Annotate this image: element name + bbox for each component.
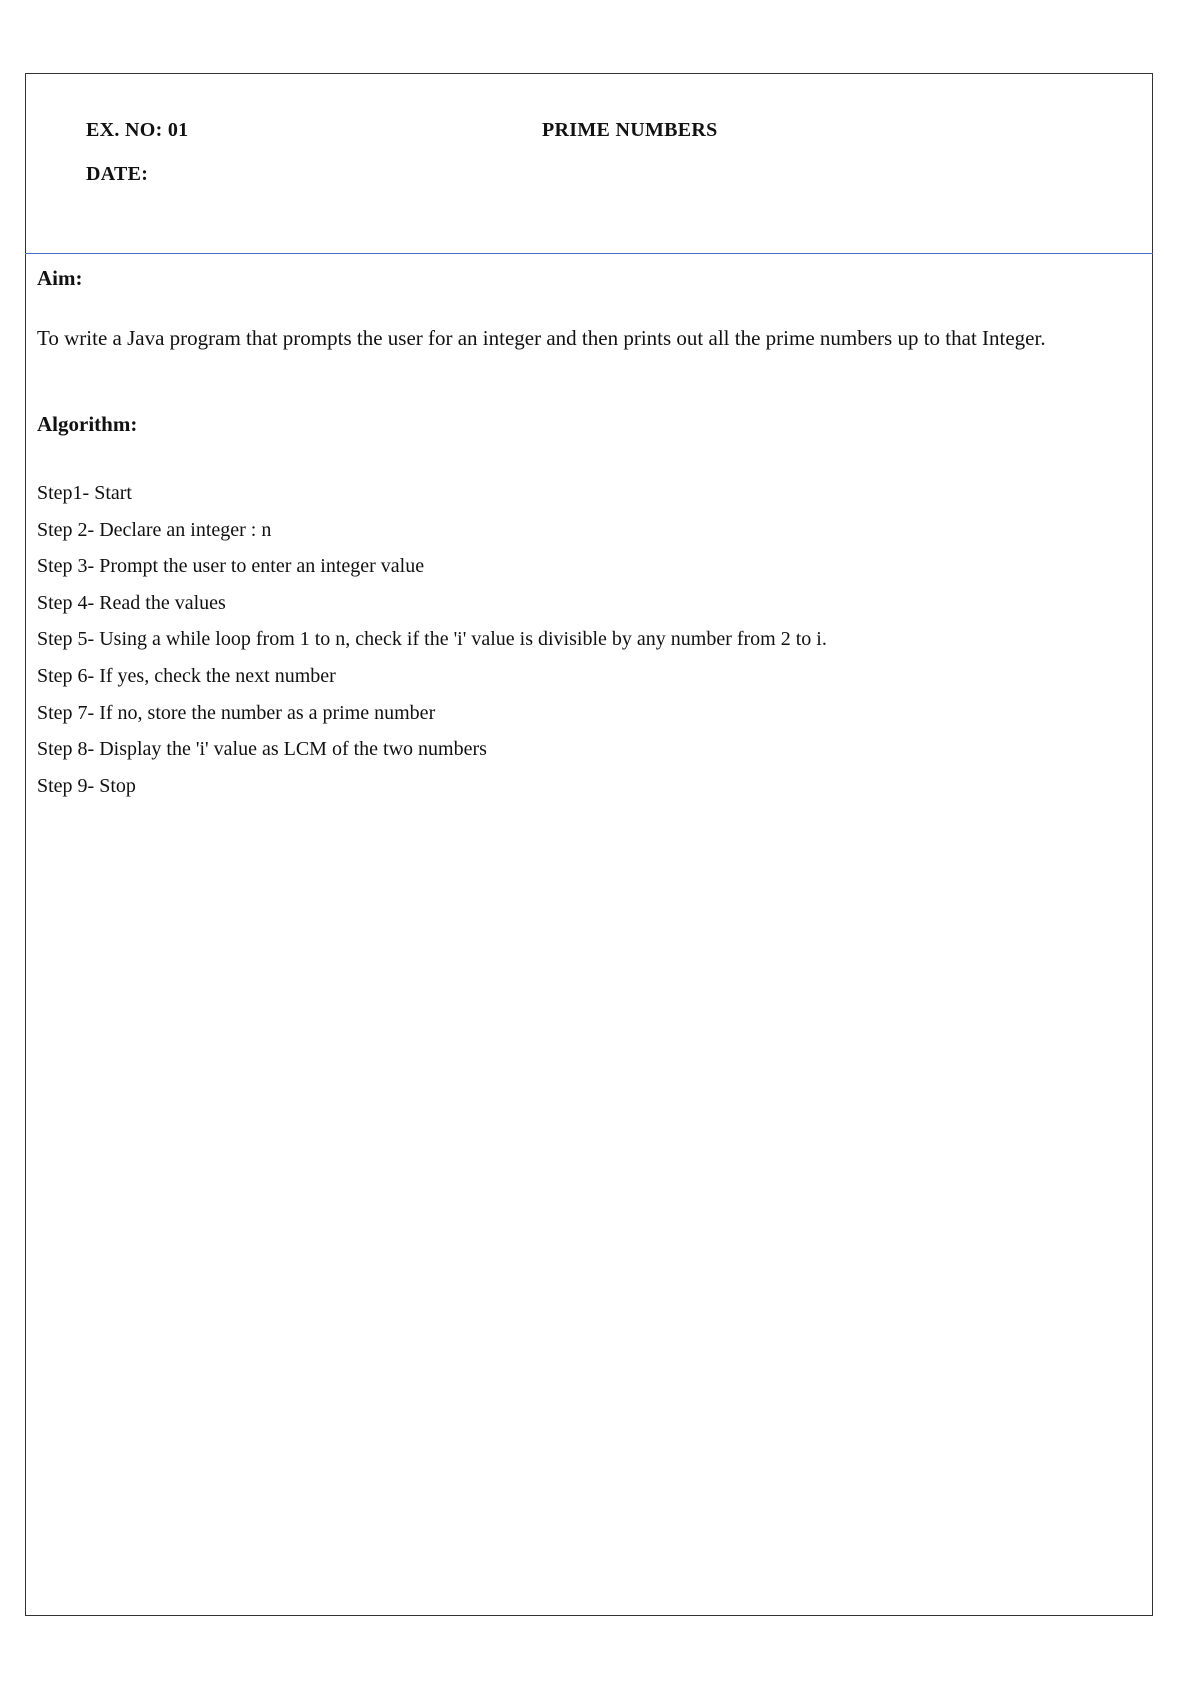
algorithm-heading: Algorithm: <box>37 412 138 436</box>
algorithm-step: Step 7- If no, store the number as a prime number <box>37 701 436 724</box>
algorithm-step: Step 2- Declare an integer : n <box>37 518 272 541</box>
header-divider <box>25 253 1153 254</box>
page-title: PRIME NUMBERS <box>542 119 718 141</box>
aim-text: To write a Java program that prompts the user for an integer and then prints out all the prime numbers up to that Integer. <box>37 326 1046 350</box>
aim-heading: Aim: <box>37 266 83 290</box>
algorithm-step: Step 6- If yes, check the next number <box>37 664 336 687</box>
algorithm-steps <box>37 478 1137 807</box>
exercise-number: EX. NO: 01 <box>86 119 189 141</box>
algorithm-step: Step1- Start <box>37 482 132 504</box>
algorithm-step: Step 5- Using a while loop from 1 to n, check if the 'i' value is divisible by any number from 2 to i. <box>37 628 827 651</box>
algorithm-step: Step 3- Prompt the user to enter an integer value <box>37 555 425 578</box>
algorithm-step: Step 4- Read the values <box>37 591 226 614</box>
algorithm-step: Step 8- Display the 'i' value as LCM of the two numbers <box>37 738 487 761</box>
algorithm-step: Step 9- Stop <box>37 774 136 797</box>
page-border <box>25 73 1153 1616</box>
date-label: DATE: <box>86 163 149 185</box>
